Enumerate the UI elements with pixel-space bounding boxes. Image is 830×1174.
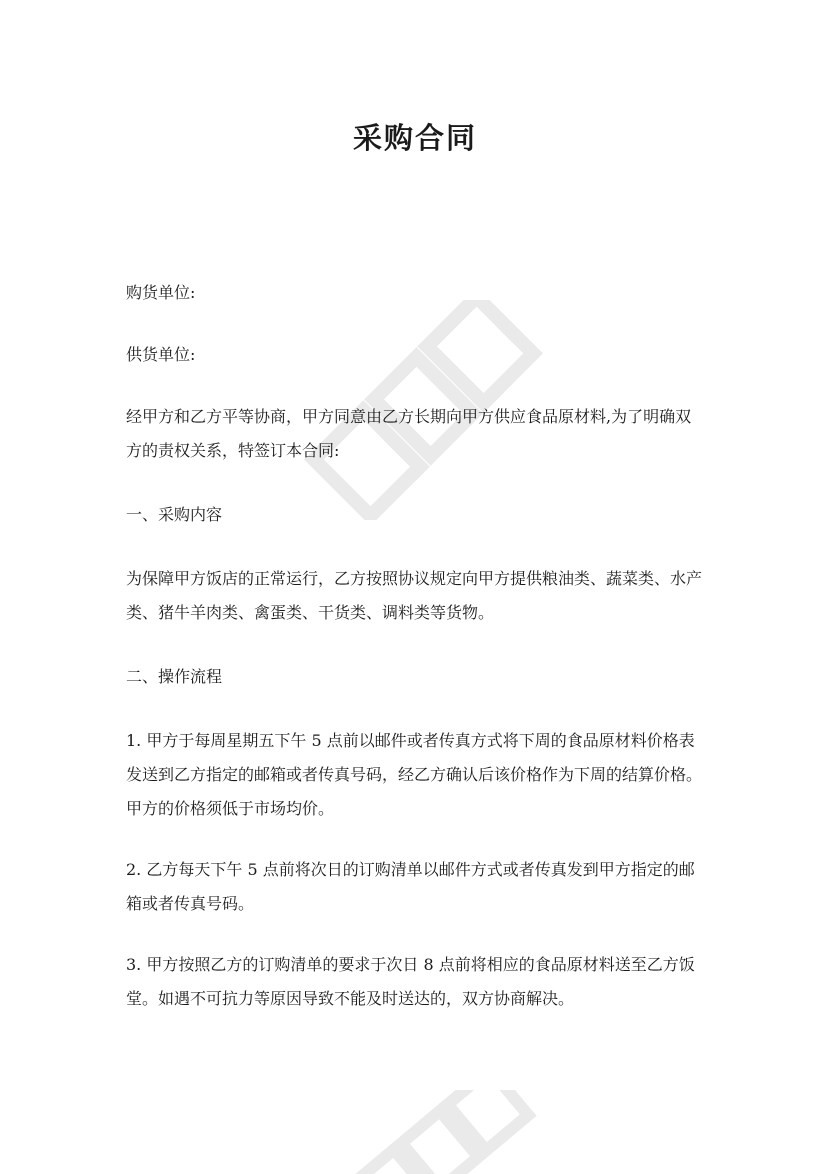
process-item-2: 2. 乙方每天下午 5 点前将次日的订购清单以邮件方式或者传真发到甲方指定的邮箱或者传真号码。 bbox=[126, 860, 695, 913]
watermark-logo-bottom bbox=[330, 1090, 550, 1174]
document-title: 采购合同 bbox=[352, 121, 477, 155]
section-heading-1: 一、采购内容 bbox=[126, 505, 223, 524]
section-heading-2: 二、操作流程 bbox=[126, 667, 223, 686]
supplier-line: 供货单位: bbox=[126, 345, 196, 364]
document-body bbox=[126, 276, 706, 1016]
intro-paragraph: 经甲方和乙方平等协商，甲方同意由乙方长期向甲方供应食品原材料,为了明确双方的责权关系，特签订本合同: bbox=[126, 407, 692, 460]
process-item-3: 3. 甲方按照乙方的订购清单的要求于次日 8 点前将相应的食品原材料送至乙方饭堂。如遇不可抗力等原因导致不能及时送达的，双方协商解决。 bbox=[126, 955, 695, 1008]
section-1-paragraph: 为保障甲方饭店的正常运行，乙方按照协议规定向甲方提供粮油类、蔬菜类、水产类、猪牛羊肉类、禽蛋类、干货类、调料类等货物。 bbox=[126, 569, 703, 622]
buyer-line: 购货单位: bbox=[126, 283, 196, 302]
process-item-1: 1. 甲方于每周星期五下午 5 点前以邮件或者传真方式将下周的食品原材料价格表发送到乙方指定的邮箱或者传真号码，经乙方确认后该价格作为下周的结算价格。甲方的价格须低于市场均价。 bbox=[126, 731, 703, 818]
